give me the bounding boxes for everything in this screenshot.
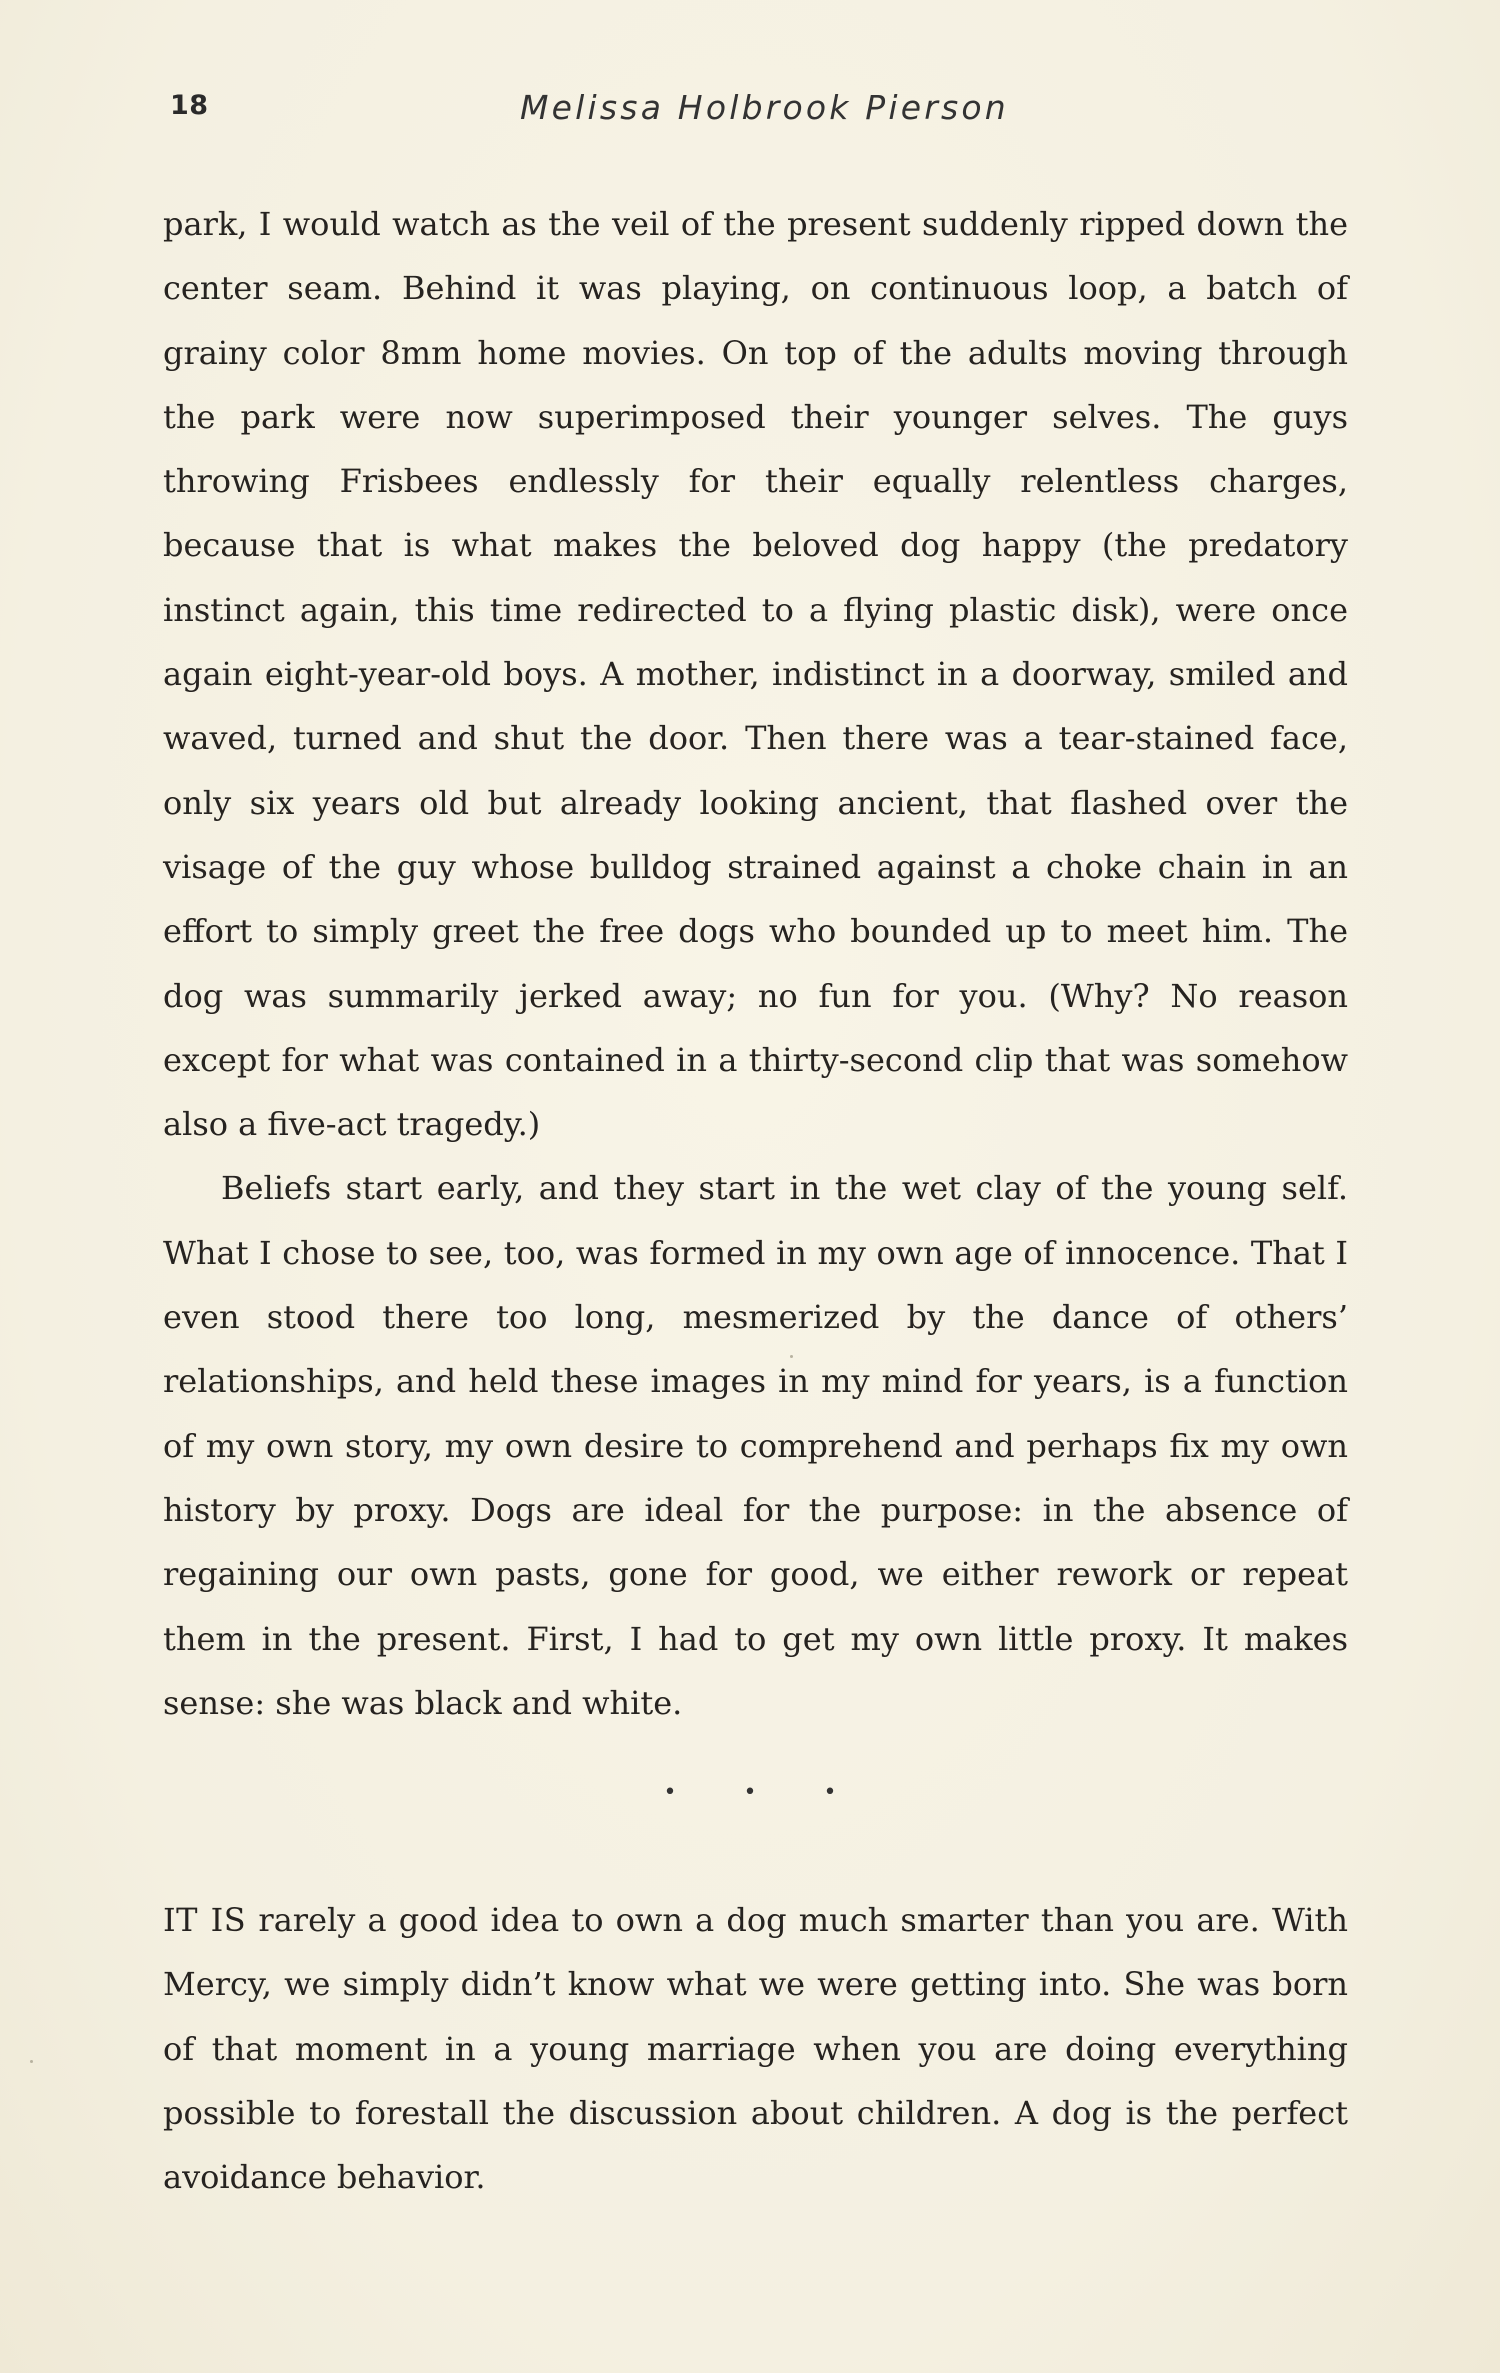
page-number: 18 bbox=[170, 90, 209, 121]
new-section-text bbox=[163, 1888, 1348, 2209]
section-break-ornament: • • • bbox=[663, 1780, 867, 1805]
section-lead-in: IT IS bbox=[163, 1901, 247, 1939]
running-head bbox=[170, 90, 1350, 130]
paragraph-mercy bbox=[163, 1888, 1348, 2209]
running-title: Melissa Holbrook Pierson bbox=[520, 88, 1009, 127]
paper-speck bbox=[790, 1355, 793, 1358]
paragraph-continued: park, I would watch as the veil of the present suddenly ripped down the center seam. Behind it was playing, on continuous loop, a batch of grainy color 8mm home movies. On top of the adults moving through the park were now superimposed their younger selves. The guys throwing Frisbees endlessly for their equally relentless charges, because that is what makes the beloved dog happy (the predatory instinct again, this time redirected to a flying plastic disk), were once again eight-year-old boys. A mother, indistinct in a doorway, smiled and waved, turned and shut the door. Then there was a tear-stained face, only six years old but already looking ancient, that flashed over the visage of the guy whose bulldog strained against a choke chain in an effort to simply greet the free dogs who bounded up to meet him. The dog was summarily jerked away; no fun for you. (Why? No reason except for what was contained in a thirty-second clip that was somehow also a five-act tragedy.) bbox=[163, 205, 1348, 1144]
paragraph-mercy-text: rarely a good idea to own a dog much smarter than you are. With Mercy, we simply didn’t know what we were getting into. She was born of that moment in a young marriage when you are doing everything possible to forestall the discussion about children. A dog is the perfect avoidance behavior. bbox=[163, 1901, 1349, 2197]
main-text bbox=[163, 192, 1348, 1735]
paper-speck bbox=[30, 2060, 33, 2063]
paragraph-beliefs: Beliefs start early, and they start in the wet clay of the young self. What I chose to see, too, was formed in my own age of innocence. That I even stood there too long, mesmerized by the dance of others’ relationships, and held these images in my mind for years, is a function of my own story, my own desire to comprehend and perhaps fix my own history by proxy. Dogs are ideal for the purpose: in the absence of regaining our own pasts, gone for good, we either rework or repeat them in the present. First, I had to get my own little proxy. It makes sense: she was black and white. bbox=[163, 1169, 1348, 1722]
